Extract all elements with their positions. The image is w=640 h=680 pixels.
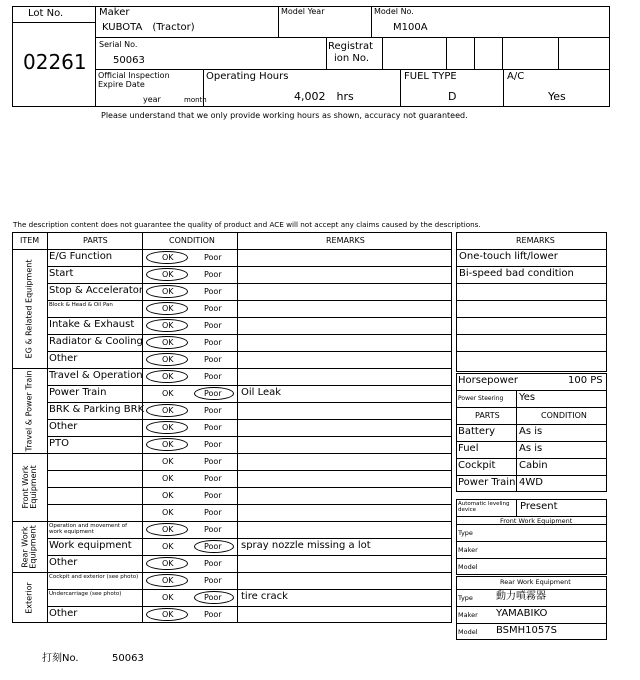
fuel-value: D: [448, 90, 457, 103]
part-name: Power Train: [49, 387, 107, 398]
rear-equipment-title: Rear Work Equipment: [500, 578, 571, 586]
spec-part: Power Train: [458, 477, 516, 488]
part-name: BRK & Parking BRK: [49, 404, 145, 415]
ok-selected-mark: [146, 523, 188, 536]
part-name: Intake & Exhaust: [49, 319, 135, 330]
poor-label: Poor: [204, 321, 222, 330]
header-parts: PARTS: [83, 236, 108, 245]
part-name: PTO: [49, 438, 70, 449]
specs-line: [456, 390, 607, 391]
part-name: Cockpit and exterior (see photo): [49, 574, 139, 580]
part-name: Other: [49, 608, 78, 619]
poor-label: Poor: [204, 406, 222, 415]
table-row: [47, 470, 452, 487]
group-label: EG & Related Equipment: [24, 259, 34, 358]
poor-label: Poor: [204, 338, 222, 347]
remarks-line: [456, 266, 607, 267]
front-equipment-line: [456, 524, 607, 525]
specs-line: [456, 424, 607, 425]
front-equipment-line: [456, 558, 607, 559]
rear-model-label: Model: [458, 628, 478, 636]
rear-model-value: BSMH1057S: [496, 625, 557, 636]
rear-equipment-line: [456, 623, 607, 624]
remarks-title: REMARKS: [516, 236, 555, 245]
ok-selected-mark: [146, 438, 188, 451]
ok-label: OK: [162, 491, 174, 500]
poor-label: Poor: [204, 593, 222, 602]
rear-maker-value: YAMABIKO: [496, 608, 548, 619]
front-equipment-line: [456, 541, 607, 542]
part-name: E/G Function: [49, 251, 113, 262]
part-name: Work equipment: [49, 540, 132, 551]
poor-label: Poor: [204, 474, 222, 483]
poor-label: Poor: [204, 253, 222, 262]
lot-number: 02261: [23, 50, 87, 74]
remarks-entry: One-touch lift/lower: [459, 251, 558, 262]
model-no-label: Model No.: [374, 7, 414, 16]
poor-label: Poor: [204, 525, 222, 534]
rear-equipment-line: [456, 606, 607, 607]
poor-label: Poor: [204, 610, 222, 619]
table-row: [47, 351, 452, 368]
front-maker-label: Maker: [458, 546, 478, 554]
specs-line: [456, 458, 607, 459]
poor-label: Poor: [204, 457, 222, 466]
model-year-label: Model Year: [281, 7, 325, 16]
poor-label: Poor: [204, 559, 222, 568]
footer-value: 50063: [112, 653, 144, 664]
power-steering-value: Yes: [519, 392, 536, 403]
ok-label: OK: [162, 610, 174, 619]
ok-selected-mark: [146, 251, 188, 264]
inspection-label-line1: Official Inspection: [98, 71, 170, 80]
specs-line: [456, 441, 607, 442]
rear-type-label: Type: [458, 594, 473, 602]
poor-label: Poor: [204, 576, 222, 585]
ok-selected-mark: [146, 421, 188, 434]
remark-text: tire crack: [241, 591, 288, 602]
ok-label: OK: [162, 474, 174, 483]
table-row: [47, 436, 452, 453]
group-label: Rear Work Equipment: [20, 524, 38, 569]
inspection-label-line2: Expire Date: [98, 80, 145, 89]
ok-label: OK: [162, 253, 174, 262]
part-name: Operation and movement of work equipment: [49, 523, 128, 536]
rear-type-value: 動力噴霧器: [496, 591, 546, 602]
table-row: [47, 266, 452, 283]
specs-column-line: [516, 390, 517, 492]
front-model-label: Model: [458, 563, 478, 571]
ac-label: A/C: [507, 71, 525, 82]
spec-part: Cockpit: [458, 460, 496, 471]
maker-label: Maker: [99, 7, 130, 18]
hours-label: Operating Hours: [206, 71, 289, 82]
ok-selected-mark: [146, 574, 188, 587]
poor-label: Poor: [204, 270, 222, 279]
table-row: [47, 487, 452, 504]
remarks-line: [456, 283, 607, 284]
serial-value: 50063: [113, 55, 145, 66]
remark-text: Oil Leak: [241, 387, 282, 398]
spec-condition: Cabin: [519, 460, 548, 471]
ok-selected-mark: [146, 608, 188, 621]
registration-label-line2: ion No.: [334, 53, 370, 64]
spec-condition: As is: [519, 443, 543, 454]
power-steering-label: Power Steering: [458, 395, 504, 402]
ac-value: Yes: [548, 90, 566, 103]
part-name: Radiator & Cooling: [49, 336, 143, 347]
poor-selected-mark: [194, 387, 234, 400]
remarks-line: [456, 300, 607, 301]
ok-label: OK: [162, 576, 174, 585]
remarks-line: [456, 317, 607, 318]
poor-selected-mark: [194, 591, 234, 604]
condition-header: CONDITION: [541, 411, 587, 420]
poor-label: Poor: [204, 372, 222, 381]
remark-text: spray nozzle missing a lot: [241, 540, 371, 551]
part-name: Other: [49, 353, 78, 364]
ok-label: OK: [162, 355, 174, 364]
ok-label: OK: [162, 406, 174, 415]
ok-label: OK: [162, 559, 174, 568]
ok-label: OK: [162, 304, 174, 313]
ok-selected-mark: [146, 353, 188, 366]
auto-leveling-divider: [516, 499, 517, 516]
table-row: [47, 606, 452, 623]
ok-selected-mark: [146, 302, 188, 315]
ok-label: OK: [162, 287, 174, 296]
month-label: month: [184, 96, 207, 104]
ok-label: OK: [162, 423, 174, 432]
ok-selected-mark: [146, 336, 188, 349]
poor-label: Poor: [204, 423, 222, 432]
rear-equipment-line: [456, 589, 607, 590]
ok-label: OK: [162, 542, 174, 551]
auto-leveling-value: Present: [520, 501, 558, 512]
ok-label: OK: [162, 321, 174, 330]
group-label: Travel & Power Train: [24, 369, 34, 452]
ok-label: OK: [162, 338, 174, 347]
part-name: Stop & Accelerator: [49, 285, 144, 296]
table-row: [47, 555, 452, 572]
table-row: [47, 504, 452, 521]
group-label: Front Work Equipment: [20, 465, 38, 509]
ok-label: OK: [162, 593, 174, 602]
ok-label: OK: [162, 389, 174, 398]
spec-part: Fuel: [458, 443, 479, 454]
hours-notice: Please understand that we only provide working hours as shown, accuracy not guaranteed.: [101, 111, 468, 120]
poor-label: Poor: [204, 389, 222, 398]
model-no-value: M100A: [393, 22, 428, 33]
spec-part: Battery: [458, 426, 496, 437]
poor-selected-mark: [194, 540, 234, 553]
header-condition: CONDITION: [169, 236, 215, 245]
part-name: Travel & Operation: [49, 370, 143, 381]
horsepower-value: 100 PS: [568, 375, 603, 386]
ok-selected-mark: [146, 404, 188, 417]
group-label: Exterior: [24, 581, 34, 614]
front-equipment-title: Front Work Equipment: [500, 517, 573, 525]
parts-header: PARTS: [475, 411, 500, 420]
ok-selected-mark: [146, 285, 188, 298]
poor-label: Poor: [204, 287, 222, 296]
remarks-line: [456, 351, 607, 352]
specs-line: [456, 475, 607, 476]
front-type-label: Type: [458, 529, 473, 537]
poor-label: Poor: [204, 355, 222, 364]
ok-label: OK: [162, 508, 174, 517]
poor-label: Poor: [204, 542, 222, 551]
lot-label: Lot No.: [28, 8, 64, 19]
serial-label: Serial No.: [99, 40, 138, 49]
ok-label: OK: [162, 440, 174, 449]
maker-value: KUBOTA (Tractor): [102, 22, 195, 33]
poor-label: Poor: [204, 508, 222, 517]
remarks-line: [456, 249, 607, 250]
ok-selected-mark: [146, 370, 188, 383]
part-name: Block & Head & Oil Pan: [49, 302, 113, 308]
description-notice: The description content does not guarantee the quality of product and ACE will not accept any claims caused by the descriptions.: [13, 220, 481, 229]
remarks-entry: Bi-speed bad condition: [459, 268, 574, 279]
header-item: ITEM: [20, 236, 40, 245]
ok-label: OK: [162, 372, 174, 381]
footer-label: 打刻No.: [42, 653, 79, 664]
poor-label: Poor: [204, 304, 222, 313]
poor-label: Poor: [204, 440, 222, 449]
part-name: Other: [49, 557, 78, 568]
spec-condition: 4WD: [519, 477, 543, 488]
poor-label: Poor: [204, 491, 222, 500]
specs-line: [456, 407, 607, 408]
hours-value: 4,002 hrs: [294, 90, 354, 103]
ok-label: OK: [162, 525, 174, 534]
fuel-label: FUEL TYPE: [404, 71, 457, 82]
spec-condition: As is: [519, 426, 543, 437]
year-label: year: [143, 95, 161, 104]
ok-label: OK: [162, 457, 174, 466]
part-name: Start: [49, 268, 74, 279]
part-name: Undercarriage (see photo): [49, 591, 122, 597]
ok-selected-mark: [146, 319, 188, 332]
part-name: Other: [49, 421, 78, 432]
header-remarks: REMARKS: [326, 236, 365, 245]
table-row: [47, 419, 452, 436]
remarks-line: [456, 334, 607, 335]
auto-leveling-label: Automatic leveling device: [458, 501, 510, 514]
rear-maker-label: Maker: [458, 611, 478, 619]
registration-label-line1: Registrat: [328, 41, 374, 52]
horsepower-label: Horsepower: [458, 375, 519, 386]
table-row: [47, 453, 452, 470]
ok-label: OK: [162, 270, 174, 279]
ok-selected-mark: [146, 557, 188, 570]
ok-selected-mark: [146, 268, 188, 281]
